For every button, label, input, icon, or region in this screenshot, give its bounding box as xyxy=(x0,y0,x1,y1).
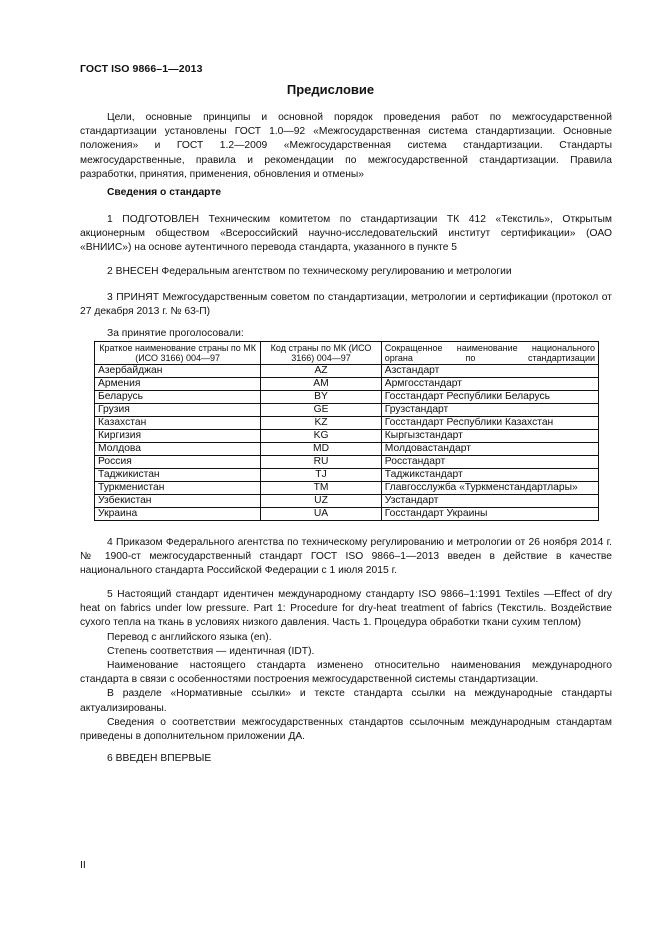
table-row xyxy=(95,456,599,469)
country-name-cell: Киргизия xyxy=(95,430,261,443)
vote-table xyxy=(94,341,599,521)
table-row xyxy=(95,482,599,495)
country-name-cell: Таджикистан xyxy=(95,469,261,482)
item-1 xyxy=(80,213,612,256)
country-code-cell: GE xyxy=(261,404,382,417)
standards-body-cell: Росстандарт xyxy=(381,456,598,469)
country-name-cell: Азербайджан xyxy=(95,365,261,378)
page-title: Предисловие xyxy=(286,82,375,97)
standards-body-cell: Таджикстандарт xyxy=(381,469,598,482)
country-code-cell: KZ xyxy=(261,417,382,430)
table-row xyxy=(95,404,599,417)
header-country-name: Краткое наименование страны по МК (ИСО 3166) 004—97 xyxy=(95,342,261,365)
item-5-text: 5 Настоящий стандарт идентичен международному стандарту ISO 9866–1:1991 Textiles —Effect of dry heat on fabrics under low pressure. Part 1: Procedure for dry-heat treatment of fabrics (Текстиль. Воздействие сухого тепла на ткань в условиях низкого давления. Часть 1. Процедура обработки ткани сухим теплом) xyxy=(80,589,612,629)
standards-body-cell: Узстандарт xyxy=(381,495,598,508)
table-row xyxy=(95,443,599,456)
table-row xyxy=(95,378,599,391)
section-heading: Сведения о стандарте xyxy=(107,187,222,198)
country-name-cell: Украина xyxy=(95,508,261,521)
standards-body-cell: Госстандарт Республики Беларусь xyxy=(381,391,598,404)
standards-body-cell: Грузстандарт xyxy=(381,404,598,417)
country-name-cell: Беларусь xyxy=(95,391,261,404)
item-5 xyxy=(80,588,612,744)
country-name-cell: Армения xyxy=(95,378,261,391)
page-number: II xyxy=(80,859,86,871)
standards-body-cell: Госстандарт Украины xyxy=(381,508,598,521)
standards-body-cell: Азстандарт xyxy=(381,365,598,378)
item-5-naming: Наименование настоящего стандарта изменено относительно наименования международного стандарта в связи с особенностями построения межгосударственной системы стандартизации. xyxy=(80,660,612,686)
country-code-cell: BY xyxy=(261,391,382,404)
item-6 xyxy=(80,752,612,766)
country-code-cell: UZ xyxy=(261,495,382,508)
header-standards-body: Сокращенное наименование национального органа по стандартизации xyxy=(381,342,598,365)
vote-table-header-row xyxy=(95,342,599,365)
header-country-code: Код страны по МК (ИСО 3166) 004—97 xyxy=(261,342,382,365)
country-name-cell: Молдова xyxy=(95,443,261,456)
intro-paragraph xyxy=(80,111,612,182)
country-name-cell: Туркменистан xyxy=(95,482,261,495)
item-4-text: 4 Приказом Федерального агентства по техническому регулированию и метрологии от 26 ноября 2014 г. № 1900-ст межгосударственный стандарт ГОСТ ISO 9866–1—2013 введен в действие в качестве национального стандарта Российской Федерации с 1 июля 2015 г. xyxy=(80,537,612,577)
item-5-degree: Степень соответствия — идентичная (IDT). xyxy=(107,645,315,657)
country-name-cell: Узбекистан xyxy=(95,495,261,508)
country-code-cell: AM xyxy=(261,378,382,391)
table-row xyxy=(95,430,599,443)
item-6-text: 6 ВВЕДЕН ВПЕРВЫЕ xyxy=(107,753,212,764)
country-code-cell: MD xyxy=(261,443,382,456)
country-code-cell: TM xyxy=(261,482,382,495)
item-5-translation: Перевод с английского языка (en). xyxy=(107,631,272,643)
item-3-text: 3 ПРИНЯТ Межгосударственным советом по стандартизации, метрологии и сертификации (протокол от 27 декабря 2013 г. № 63-П) xyxy=(80,292,612,318)
country-code-cell: UA xyxy=(261,508,382,521)
table-row xyxy=(95,417,599,430)
table-row xyxy=(95,365,599,378)
table-row xyxy=(95,391,599,404)
vote-table-body xyxy=(95,365,599,521)
document-header: ГОСТ ISO 9866–1—2013 xyxy=(80,63,203,75)
vote-label: За принятие проголосовали: xyxy=(107,328,244,339)
item-4 xyxy=(80,536,612,579)
country-name-cell: Грузия xyxy=(95,404,261,417)
item-1-text: 1 ПОДГОТОВЛЕН Техническим комитетом по стандартизации ТК 412 «Текстиль», Открытым акционерным обществом «Всероссийский научно-исследовательский институт сертификации» (ОАО «ВНИИС») на основе аутентичного перевода стандарта, указанного в пункте 5 xyxy=(80,214,612,254)
standards-body-cell: Кыргызстандарт xyxy=(381,430,598,443)
standards-body-cell: Главгосслужба «Туркменстандартлары» xyxy=(381,482,598,495)
table-row xyxy=(95,495,599,508)
standards-body-cell: Госстандарт Республики Казахстан xyxy=(381,417,598,430)
item-2-text: 2 ВНЕСЕН Федеральным агентством по техническому регулированию и метрологии xyxy=(107,266,512,277)
intro-text: Цели, основные принципы и основной порядок проведения работ по межгосударственной стандартизации установлены ГОСТ 1.0—92 «Межгосударственная система стандартизации. Основные положения» и ГОСТ 1.2—2009 «Межгосударственная система стандартизации. Стандарты межгосударственные, правила и рекомендации по межгосударственной стандартизации. Правила разработки, принятия, применения, обновления и отмены» xyxy=(80,112,612,180)
country-code-cell: KG xyxy=(261,430,382,443)
country-name-cell: Россия xyxy=(95,456,261,469)
item-3 xyxy=(80,291,612,319)
table-row xyxy=(95,469,599,482)
country-code-cell: AZ xyxy=(261,365,382,378)
country-code-cell: TJ xyxy=(261,469,382,482)
table-row xyxy=(95,508,599,521)
item-5-info: Сведения о соответствии межгосударственных стандартов ссылочным международным стандартам приведены в дополнительном приложении ДА. xyxy=(80,716,612,743)
item-5-references: В разделе «Нормативные ссылки» и тексте стандарта ссылки на международные стандарты актуализированы. xyxy=(80,688,612,714)
item-2 xyxy=(80,265,612,279)
country-name-cell: Казахстан xyxy=(95,417,261,430)
country-code-cell: RU xyxy=(261,456,382,469)
standards-body-cell: Молдовастандарт xyxy=(381,443,598,456)
standards-body-cell: Армгосстандарт xyxy=(381,378,598,391)
